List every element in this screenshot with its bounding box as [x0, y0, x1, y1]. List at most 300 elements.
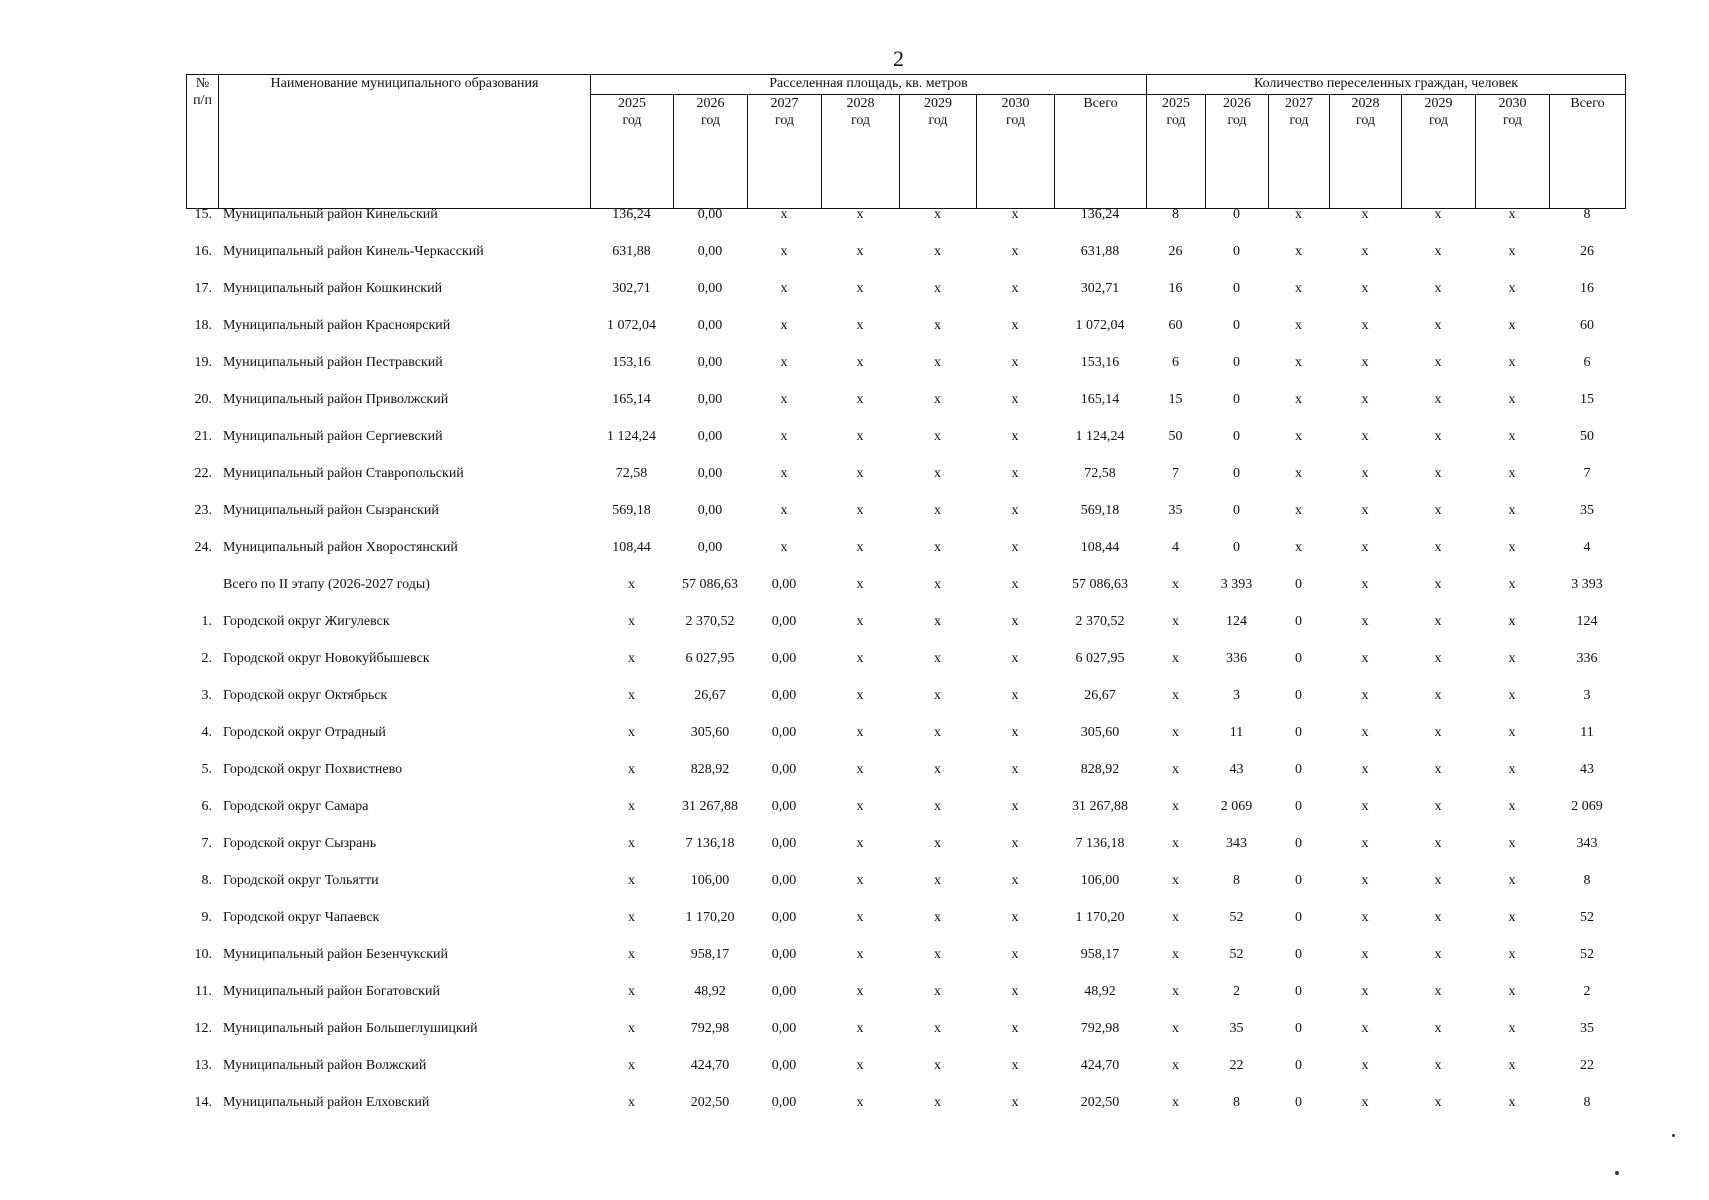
row-cell: х: [628, 947, 635, 962]
row-cell: х: [1434, 244, 1442, 259]
row-cell: х: [1295, 281, 1302, 296]
row-cell: 336: [1226, 651, 1247, 666]
row-cell: 11: [1580, 725, 1594, 740]
row-cell: 72,58: [1084, 466, 1116, 481]
row-cell: х: [856, 799, 864, 814]
row-number: 2.: [201, 651, 212, 666]
row-cell: х: [1011, 688, 1019, 703]
row-number: 12.: [194, 1021, 212, 1036]
row-cell: 0: [1233, 466, 1240, 481]
row-cell: х: [1434, 355, 1442, 370]
row-cell: 0,00: [697, 207, 723, 222]
scan-speck: [1615, 1171, 1619, 1175]
row-cell: х: [1434, 910, 1442, 925]
row-name: Городской округ Похвистнево: [223, 762, 403, 777]
row-cell: 26: [1168, 244, 1183, 259]
row-cell: х: [934, 984, 941, 999]
row-cell: 50: [1168, 429, 1183, 444]
row-cell: 57 086,63: [1072, 577, 1128, 592]
header-people-2030: 2030 год: [1476, 95, 1550, 209]
row-cell: 0: [1295, 873, 1302, 888]
row-cell: 0: [1295, 984, 1302, 999]
row-cell: х: [1361, 799, 1369, 814]
row-cell: х: [1434, 429, 1442, 444]
row-cell: х: [1011, 1095, 1019, 1110]
row-number: 18.: [194, 318, 212, 333]
row-cell: х: [780, 503, 788, 518]
row-cell: х: [1434, 281, 1442, 296]
row-cell: 3 393: [1220, 577, 1253, 592]
row-cell: 0: [1295, 947, 1302, 962]
row-cell: х: [1011, 1058, 1019, 1073]
row-cell: 1 072,04: [607, 318, 656, 333]
row-cell: 2 370,52: [1075, 614, 1125, 629]
row-cell: 302,71: [612, 281, 651, 296]
row-cell: 3: [1233, 688, 1240, 703]
row-cell: х: [1434, 725, 1442, 740]
row-cell: х: [934, 1095, 941, 1110]
row-cell: х: [1508, 392, 1516, 407]
row-cell: 0: [1295, 688, 1302, 703]
row-cell: х: [1434, 762, 1442, 777]
row-number: 21.: [194, 429, 212, 444]
row-cell: х: [856, 392, 864, 407]
row-cell: 43: [1229, 762, 1244, 777]
row-cell: х: [934, 244, 941, 259]
row-cell: х: [856, 466, 864, 481]
row-cell: 0: [1233, 207, 1240, 222]
row-name: Муниципальный район Ставропольский: [223, 466, 464, 481]
row-name: Городской округ Жигулевск: [223, 614, 390, 629]
row-cell: х: [1295, 207, 1302, 222]
row-cell: 0: [1295, 1021, 1302, 1036]
row-cell: х: [1508, 799, 1516, 814]
row-cell: х: [1361, 651, 1369, 666]
row-cell: х: [1172, 577, 1179, 592]
row-cell: х: [934, 614, 941, 629]
row-cell: х: [1361, 355, 1369, 370]
row-cell: 1 170,20: [685, 910, 735, 925]
row-number: 22.: [194, 466, 212, 481]
row-name: Муниципальный район Пестравский: [223, 355, 443, 370]
page-number: 2: [893, 46, 904, 71]
row-number: 15.: [194, 207, 212, 222]
row-cell: х: [1295, 540, 1302, 555]
header-name: Наименование муниципального образования: [219, 75, 591, 209]
row-cell: 0: [1295, 725, 1302, 740]
row-number: 16.: [194, 244, 212, 259]
row-cell: 0: [1295, 651, 1302, 666]
row-cell: х: [856, 540, 864, 555]
row-cell: х: [1508, 836, 1516, 851]
row-cell: х: [1011, 466, 1019, 481]
row-number: 6.: [201, 799, 212, 814]
row-cell: х: [1011, 244, 1019, 259]
row-cell: х: [1434, 799, 1442, 814]
row-cell: х: [780, 429, 788, 444]
row-cell: 8: [1583, 1095, 1591, 1110]
row-number: 11.: [195, 984, 212, 999]
row-cell: х: [1361, 1058, 1369, 1073]
row-cell: 1 170,20: [1075, 910, 1125, 925]
row-cell: х: [1434, 688, 1442, 703]
row-cell: х: [856, 503, 864, 518]
row-cell: х: [934, 577, 941, 592]
row-cell: х: [1011, 651, 1019, 666]
row-cell: 16: [1580, 281, 1594, 296]
row-cell: х: [1295, 429, 1302, 444]
row-number: 4.: [201, 725, 212, 740]
row-name: Городской округ Новокуйбышевск: [223, 651, 430, 666]
row-name: Муниципальный район Богатовский: [223, 984, 440, 999]
row-name: Муниципальный район Большеглушицкий: [223, 1021, 478, 1036]
row-cell: 202,50: [1080, 1095, 1120, 1110]
row-cell: х: [934, 355, 941, 370]
row-cell: х: [856, 207, 864, 222]
row-cell: х: [1508, 910, 1516, 925]
header-area-2027: 2027 год: [748, 95, 822, 209]
row-number: 7.: [201, 836, 212, 851]
row-cell: х: [628, 799, 635, 814]
scan-speck: [1672, 1134, 1675, 1137]
row-cell: 792,98: [690, 1021, 730, 1036]
row-cell: 0: [1295, 910, 1302, 925]
row-cell: 202,50: [690, 1095, 730, 1110]
row-name: Муниципальный район Кинель-Черкасский: [223, 244, 484, 259]
row-cell: 35: [1580, 1021, 1594, 1036]
row-cell: х: [628, 762, 635, 777]
row-cell: 631,88: [612, 244, 651, 259]
row-name: Муниципальный район Кошкинский: [223, 281, 443, 296]
row-cell: х: [1361, 540, 1369, 555]
row-cell: 569,18: [612, 503, 651, 518]
row-cell: х: [780, 318, 788, 333]
row-cell: 6: [1583, 355, 1591, 370]
row-cell: 35: [1580, 503, 1594, 518]
row-cell: х: [1508, 984, 1516, 999]
row-cell: х: [1508, 1095, 1516, 1110]
row-cell: х: [1011, 207, 1019, 222]
row-cell: х: [1172, 688, 1179, 703]
header-people-2029: 2029 год: [1402, 95, 1476, 209]
row-cell: х: [1434, 1058, 1442, 1073]
row-cell: х: [856, 1021, 864, 1036]
row-cell: 7: [1172, 466, 1179, 481]
row-cell: 48,92: [694, 984, 726, 999]
header-area-2030: 2030 год: [977, 95, 1055, 209]
row-cell: 26,67: [1084, 688, 1116, 703]
row-cell: х: [1361, 503, 1369, 518]
row-cell: х: [1011, 910, 1019, 925]
row-cell: 8: [1583, 207, 1591, 222]
row-cell: х: [780, 392, 788, 407]
row-cell: 11: [1229, 725, 1244, 740]
row-cell: х: [628, 725, 635, 740]
row-cell: х: [628, 873, 635, 888]
row-cell: х: [1361, 466, 1369, 481]
row-cell: х: [1011, 947, 1019, 962]
row-cell: 0: [1295, 614, 1302, 629]
row-cell: 52: [1229, 947, 1244, 962]
row-cell: 165,14: [1080, 392, 1120, 407]
row-cell: 0: [1295, 1058, 1302, 1073]
row-cell: х: [1011, 836, 1019, 851]
row-cell: х: [934, 762, 941, 777]
row-cell: 8: [1583, 873, 1591, 888]
row-cell: х: [1295, 466, 1302, 481]
row-cell: х: [856, 725, 864, 740]
row-cell: 0,00: [697, 503, 723, 518]
row-cell: 0,00: [771, 577, 797, 592]
row-cell: 3: [1583, 688, 1591, 703]
row-cell: 6 027,95: [1075, 651, 1125, 666]
row-cell: х: [934, 799, 941, 814]
row-number: 17.: [194, 281, 212, 296]
row-name: Муниципальный район Хворостянский: [223, 540, 458, 555]
row-cell: 0,00: [697, 466, 723, 481]
row-cell: 15: [1168, 392, 1183, 407]
row-cell: 0,00: [771, 688, 797, 703]
row-cell: х: [628, 651, 635, 666]
header-people-2028: 2028 год: [1330, 95, 1402, 209]
row-cell: х: [934, 207, 941, 222]
row-cell: 305,60: [690, 725, 730, 740]
row-cell: 302,71: [1080, 281, 1120, 296]
row-cell: 0,00: [771, 1058, 797, 1073]
row-cell: х: [856, 910, 864, 925]
row-cell: х: [1508, 318, 1516, 333]
row-cell: х: [934, 318, 941, 333]
row-cell: 108,44: [1080, 540, 1120, 555]
row-cell: х: [1508, 207, 1516, 222]
header-people-2027: 2027 год: [1269, 95, 1330, 209]
row-cell: 1 072,04: [1075, 318, 1125, 333]
row-cell: 124: [1576, 614, 1598, 629]
row-cell: 52: [1229, 910, 1244, 925]
row-cell: х: [856, 651, 864, 666]
row-cell: х: [934, 688, 941, 703]
row-cell: х: [1434, 873, 1442, 888]
header-group-area: Расселенная площадь, кв. метров: [591, 75, 1147, 95]
row-name: Городской округ Самара: [223, 799, 369, 814]
row-number: 20.: [194, 392, 212, 407]
row-cell: х: [1434, 466, 1442, 481]
row-cell: 0,00: [771, 836, 797, 851]
row-cell: х: [628, 688, 635, 703]
row-cell: 828,92: [690, 762, 730, 777]
row-cell: х: [856, 762, 864, 777]
row-cell: х: [1361, 1021, 1369, 1036]
row-cell: 15: [1580, 392, 1594, 407]
row-name: Городской округ Сызрань: [223, 836, 377, 851]
row-cell: х: [1508, 540, 1516, 555]
row-cell: 16: [1168, 281, 1183, 296]
row-cell: 0: [1295, 1095, 1302, 1110]
row-cell: х: [856, 614, 864, 629]
row-cell: 1 124,24: [607, 429, 656, 444]
row-cell: 6 027,95: [685, 651, 735, 666]
row-cell: х: [934, 540, 941, 555]
header-people-2026: 2026 год: [1206, 95, 1269, 209]
row-cell: х: [856, 836, 864, 851]
row-cell: х: [1361, 688, 1369, 703]
header-area-2025: 2025 год: [591, 95, 674, 209]
row-name: Муниципальный район Кинельский: [223, 207, 438, 222]
row-cell: х: [1508, 466, 1516, 481]
row-cell: 22: [1580, 1058, 1594, 1073]
header-area-2029: 2029 год: [900, 95, 977, 209]
row-cell: 35: [1229, 1021, 1244, 1036]
row-cell: х: [934, 910, 941, 925]
row-cell: 0: [1233, 355, 1240, 370]
row-cell: 0,00: [771, 873, 797, 888]
row-cell: х: [934, 651, 941, 666]
row-cell: х: [1508, 244, 1516, 259]
row-cell: 336: [1576, 651, 1598, 666]
header-num: № п/п: [187, 75, 219, 209]
row-cell: х: [934, 503, 941, 518]
row-cell: 2 370,52: [685, 614, 735, 629]
row-cell: х: [1508, 429, 1516, 444]
row-cell: х: [1508, 281, 1516, 296]
row-cell: 0: [1233, 318, 1240, 333]
row-cell: 0,00: [697, 244, 723, 259]
row-cell: х: [628, 910, 635, 925]
row-cell: 22: [1229, 1058, 1244, 1073]
row-number: 8.: [201, 873, 212, 888]
row-cell: х: [1011, 614, 1019, 629]
row-cell: х: [1361, 577, 1369, 592]
row-cell: х: [1361, 244, 1369, 259]
row-cell: х: [628, 1095, 635, 1110]
row-cell: х: [780, 281, 788, 296]
row-cell: 569,18: [1080, 503, 1120, 518]
row-cell: х: [1295, 392, 1302, 407]
row-cell: х: [1172, 984, 1179, 999]
row-cell: х: [1434, 947, 1442, 962]
row-cell: х: [1361, 762, 1369, 777]
row-cell: 958,17: [1080, 947, 1120, 962]
row-cell: х: [934, 466, 941, 481]
row-cell: х: [1011, 503, 1019, 518]
row-cell: 958,17: [690, 947, 730, 962]
row-cell: х: [1434, 836, 1442, 851]
row-number: 3.: [201, 688, 212, 703]
row-cell: 52: [1580, 947, 1594, 962]
row-cell: 7 136,18: [1075, 836, 1125, 851]
row-cell: 343: [1576, 836, 1598, 851]
row-name: Городской округ Чапаевск: [223, 910, 380, 925]
header-people-total: Всего: [1550, 95, 1626, 209]
row-cell: х: [1508, 503, 1516, 518]
row-cell: х: [1434, 577, 1442, 592]
row-name: Всего по II этапу (2026-2027 годы): [223, 577, 430, 592]
row-cell: х: [1434, 207, 1442, 222]
row-cell: 2 069: [1220, 799, 1253, 814]
row-cell: 31 267,88: [1072, 799, 1128, 814]
row-cell: х: [856, 1095, 864, 1110]
row-cell: 165,14: [612, 392, 651, 407]
row-cell: 26,67: [694, 688, 726, 703]
row-cell: х: [1361, 614, 1369, 629]
row-cell: 153,16: [612, 355, 651, 370]
row-number: 5.: [201, 762, 212, 777]
row-cell: х: [856, 984, 864, 999]
row-cell: 2 069: [1571, 799, 1603, 814]
row-cell: 0,00: [697, 318, 723, 333]
row-cell: 0,00: [771, 947, 797, 962]
row-cell: х: [1011, 799, 1019, 814]
row-cell: х: [1361, 1095, 1369, 1110]
header-area-2026: 2026 год: [674, 95, 748, 209]
row-cell: 7 136,18: [685, 836, 735, 851]
row-cell: х: [1508, 688, 1516, 703]
row-name: Муниципальный район Сергиевский: [223, 429, 443, 444]
row-cell: х: [780, 540, 788, 555]
row-cell: 6: [1172, 355, 1179, 370]
row-cell: х: [1011, 762, 1019, 777]
row-cell: х: [856, 688, 864, 703]
row-cell: 8: [1233, 873, 1240, 888]
row-name: Муниципальный район Безенчукский: [223, 947, 449, 962]
row-number: 1.: [201, 614, 212, 629]
row-cell: х: [1361, 873, 1369, 888]
row-cell: 792,98: [1080, 1021, 1120, 1036]
row-cell: х: [1172, 1095, 1179, 1110]
row-cell: х: [1361, 318, 1369, 333]
row-cell: 0: [1233, 281, 1240, 296]
row-cell: 0,00: [771, 799, 797, 814]
row-cell: 0: [1233, 540, 1240, 555]
row-cell: 0: [1295, 577, 1302, 592]
row-cell: 0,00: [697, 540, 723, 555]
row-cell: 136,24: [612, 207, 651, 222]
row-cell: х: [1434, 540, 1442, 555]
row-cell: 2: [1233, 984, 1240, 999]
row-name: Муниципальный район Приволжский: [223, 392, 449, 407]
row-cell: 631,88: [1080, 244, 1120, 259]
row-cell: х: [1172, 1058, 1179, 1073]
row-cell: х: [1172, 614, 1179, 629]
row-cell: х: [628, 577, 635, 592]
row-cell: 3 393: [1571, 577, 1603, 592]
row-cell: х: [1434, 1095, 1442, 1110]
row-cell: х: [856, 281, 864, 296]
row-cell: 305,60: [1080, 725, 1120, 740]
row-name: Городской округ Октябрьск: [223, 688, 388, 703]
row-cell: х: [934, 429, 941, 444]
row-cell: 1 124,24: [1075, 429, 1125, 444]
header-area-2028: 2028 год: [822, 95, 900, 209]
row-cell: х: [934, 1058, 941, 1073]
row-cell: х: [856, 577, 864, 592]
row-cell: 124: [1226, 614, 1247, 629]
row-cell: 108,44: [612, 540, 651, 555]
row-name: Муниципальный район Сызранский: [223, 503, 439, 518]
row-cell: 43: [1580, 762, 1594, 777]
row-cell: х: [1434, 318, 1442, 333]
row-cell: х: [628, 1021, 635, 1036]
row-cell: х: [1011, 984, 1019, 999]
row-cell: х: [1361, 281, 1369, 296]
row-cell: х: [934, 836, 941, 851]
row-cell: 0,00: [697, 392, 723, 407]
row-cell: х: [1295, 318, 1302, 333]
row-cell: х: [934, 873, 941, 888]
row-cell: х: [1361, 947, 1369, 962]
row-cell: х: [934, 392, 941, 407]
header-people-2025: 2025 год: [1147, 95, 1206, 209]
